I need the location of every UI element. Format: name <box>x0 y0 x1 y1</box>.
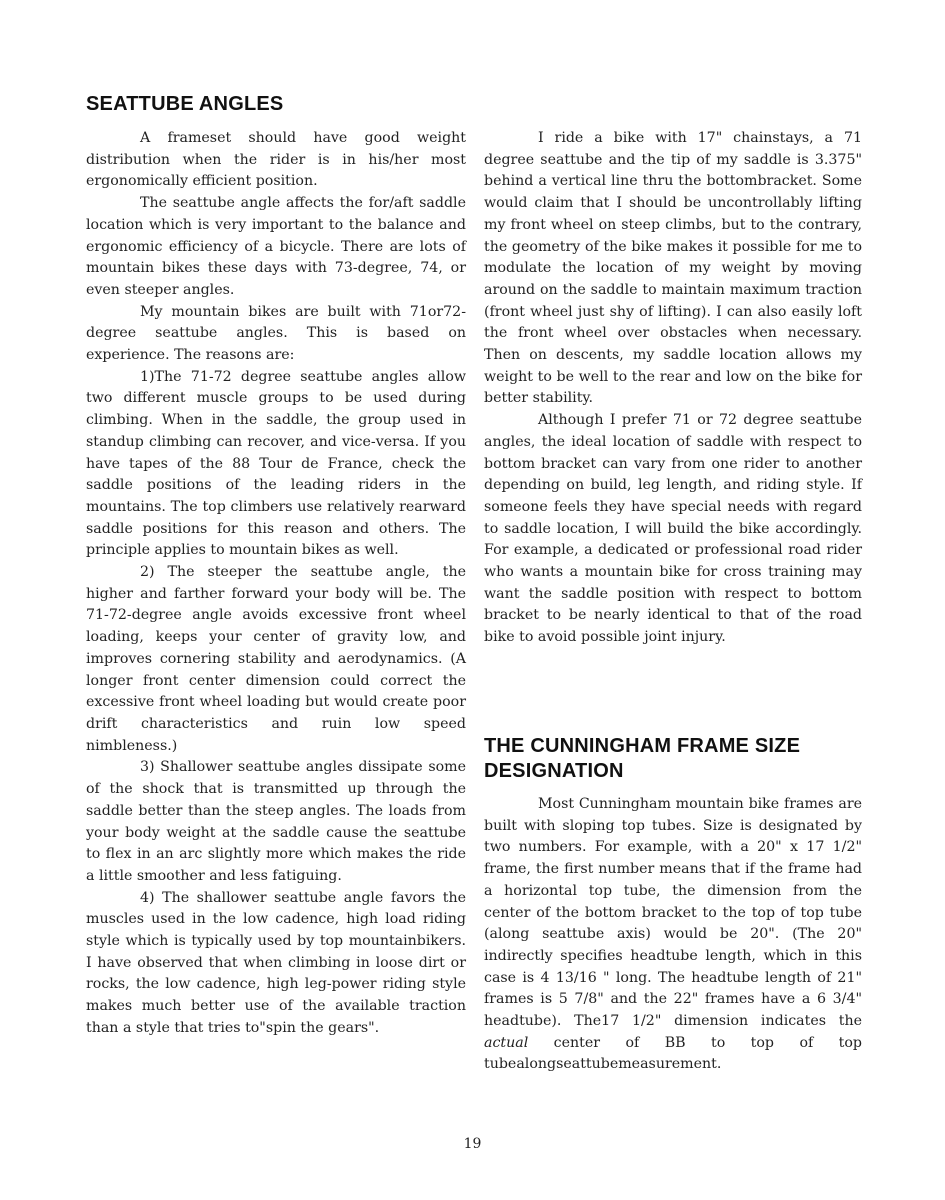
right-body-text-bottom <box>484 794 862 1076</box>
paragraph: A frameset should have good weight distribution when the rider is in his/her most ergonomically efficient position. <box>86 130 466 190</box>
page-number: 19 <box>463 1136 482 1152</box>
paragraph: 1)The 71-72 degree seattube angles allow two different muscle groups to be used during climbing. When in the saddle, the group used in standup climbing can recover, and vice-versa. If you have tapes of the 88 Tour de France, check the saddle positions of the leading riders in the mountains. The top climbers use relatively rearward saddle positions for this reason and others. The principle applies to mountain bikes as well. <box>86 368 466 559</box>
left-body-text <box>86 128 466 1040</box>
right-body-text-top <box>484 128 862 649</box>
paragraph-text: center of BB to top of top tubealongseattubemeasurement. <box>484 1034 862 1073</box>
paragraph-text: Most Cunningham mountain bike frames are built with sloping top tubes. Size is designated by two numbers. For example, with a 20" x 17 1/2" frame, the first number means that if the frame had a horizontal top tube, the dimension from the center of the bottom bracket to the top of top tube (along seattube axis) would be 20". (The 20" indirectly specifies headtube length, which in this case is 4 13/16 " long. The headtube length of 21" frames is 5 7/8" and the 22" frames have a 6 3/4" headtube). The17 1/2" dimension indicates the <box>484 796 862 1030</box>
emphasis-actual: actual <box>484 1034 529 1051</box>
paragraph: 2) The steeper the seattube angle, the higher and farther forward your body will be. The 71-72-degree angle avoids excessive front wheel loading, keeps your center of gravity low, and improves cornering stability and aerodynamics. (A longer front center dimension could correct the excessive front wheel loading but would create poor drift characteristics and ruin low speed nimbleness.) <box>86 564 466 754</box>
section-heading-frame-size: THE CUNNINGHAM FRAME SIZE DESIGNATION <box>484 735 801 782</box>
paragraph: My mountain bikes are built with 71or72-degree seattube angles. This is based on experience. The reasons are: <box>86 303 466 364</box>
paragraph: The seattube angle affects the for/aft saddle location which is very important to the balance and ergonomic efficiency of a bicycle. There are lots of mountain bikes these days with 73-degree, 74, or even steeper angles. <box>86 195 466 298</box>
section-heading-seattube-angles: SEATTUBE ANGLES <box>86 93 284 115</box>
paragraph: I ride a bike with 17" chainstays, a 71 degree seattube and the tip of my saddle is 3.375" behind a vertical line thru the bottombracket. Some would claim that I should be uncontrollably lifting my front wheel on steep climbs, but to the contrary, the geometry of the bike makes it possible for me to modulate the location of my weight by moving around on the saddle to maintain maximum traction (front wheel just shy of lifting). I can also easily loft the front wheel over obstacles when necessary. Then on descents, my saddle location allows my weight to be well to the rear and low on the bike for better stability. <box>484 130 862 407</box>
paragraph: 3) Shallower seattube angles dissipate some of the shock that is transmitted up through the saddle better than the steep angles. The loads from your body weight at the saddle cause the seattube to flex in an arc slightly more which makes the ride a little smoother and less fatiguing. <box>86 759 466 884</box>
paragraph: Although I prefer 71 or 72 degree seattube angles, the ideal location of saddle with respect to bottom bracket can vary from one rider to another depending on build, leg length, and riding style. If someone feels they have special needs with regard to saddle location, I will build the bike accordingly. For example, a dedicated or professional road rider who wants a mountain bike for cross training may want the saddle position with respect to bottom bracket to be nearly identical to that of the road bike to avoid possible joint injury. <box>484 412 862 646</box>
paragraph: 4) The shallower seattube angle favors the muscles used in the low cadence, high load riding style which is typically used by top mountainbikers. I have observed that when climbing in loose dirt or rocks, the low cadence, high leg-power riding style makes much better use of the available traction than a style that tries to"spin the gears". <box>86 889 466 1036</box>
paragraph <box>484 794 862 1076</box>
